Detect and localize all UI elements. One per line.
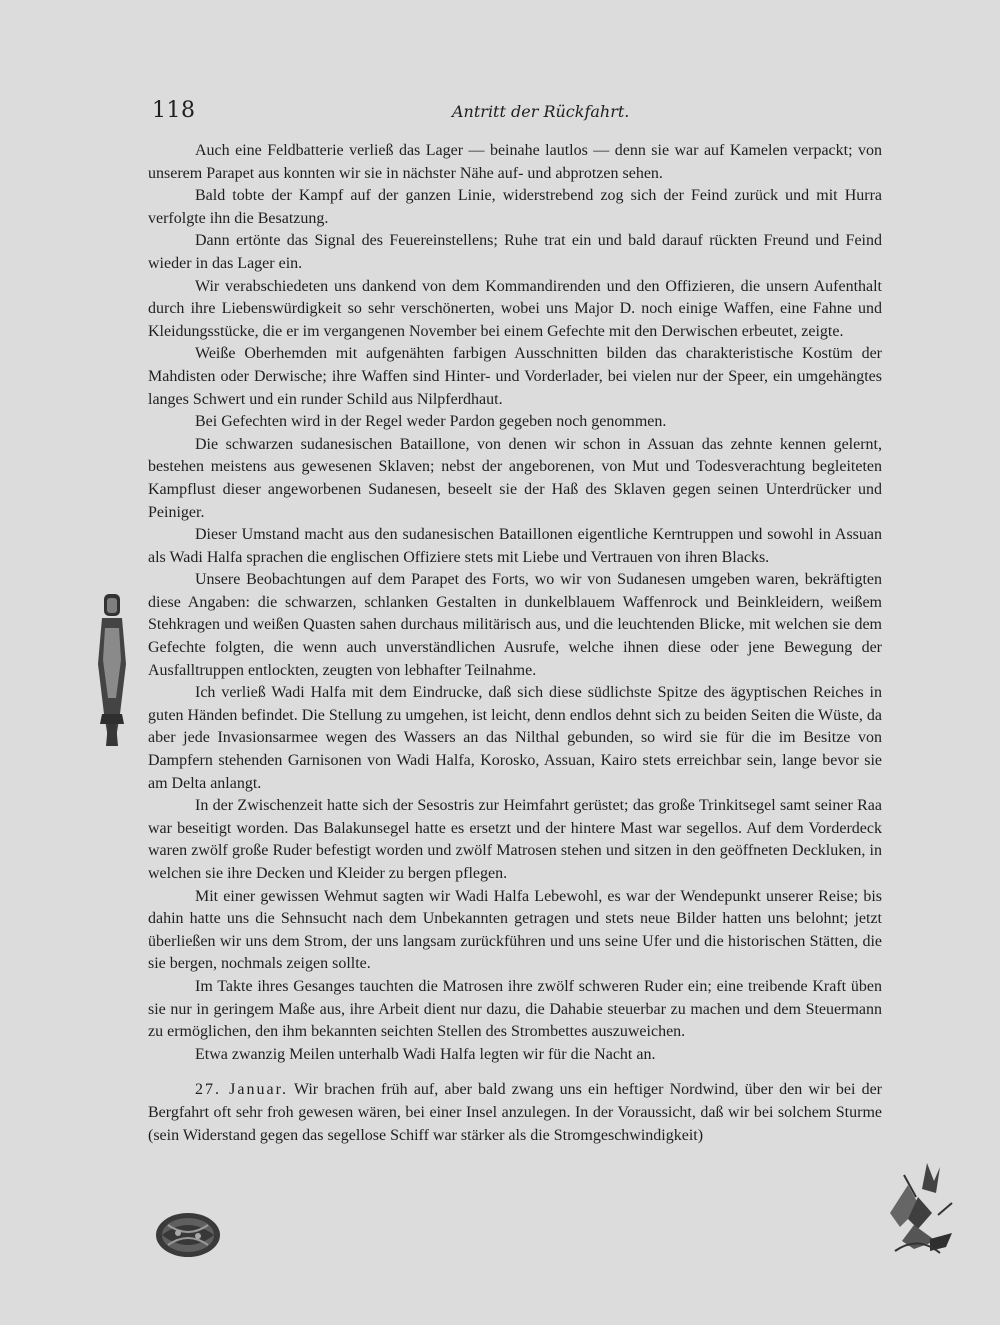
paragraph-14: Etwa zwanzig Meilen unterhalb Wadi Halfa legten wir für die Nacht an. — [195, 1045, 656, 1063]
paragraph-10: Ich verließ Wadi Halfa mit dem Eindrucke, daß sich diese südlichste Spitze des ägyptischen Reiches in guten Händen befindet. Die Stellung zu umgehen, ist leicht, denn endlos dehnt sich zu beiden Seiten die Wüste, da aber jede Invasionsarmee wegen des Wassers an das Nilthal gebunden, so wird sie für die im Besitze von Dampfern stehenden Garnisonen von Wadi Halfa, Korosko, Assuan, Kairo stets erreichbar sein, lange bevor sie am Delta anlangt. — [148, 684, 882, 792]
paragraph-6: Bei Gefechten wird in der Regel weder Pardon gegeben noch genommen. — [195, 413, 667, 431]
paragraph-13: Im Takte ihres Gesanges tauchten die Matrosen ihre zwölf schweren Ruder ein; eine treibende Kraft üben sie nur in geringem Maße aus, ihre Arbeit dient nur dazu, die Dahabie steuerbar zu machen und dem Steuermann zu ermöglichen, den ihm bekannten seichten Stellen des Strombettes auszuweichen. — [148, 977, 882, 1041]
entry-text: Wir brachen früh auf, aber bald zwang uns ein heftiger Nordwind, über den wir bei der Bergfahrt oft sehr froh gewesen wären, bei einer Insel anzulegen. In der Voraussicht, daß wir bei solchem Sturme (sein Widerstand gegen das segellose Schiff war stärker als die Stromgeschwindigkeit) — [148, 1081, 883, 1144]
insect-illustration — [880, 1155, 958, 1267]
paragraph-4: Wir verabschiedeten uns dankend von dem Kommandirenden und den Offizieren, die unsern Aufenthalt durch ihre Liebenswürdigkeit so sehr verschönerten, wobei uns Major D. noch einige Waffen, eine Fahne und Kleidungsstücke, die er im vergangenen November bei einem Gefechte mit den Derwischen erbeutet, zeigte. — [148, 277, 882, 340]
paragraph-5: Weiße Oberhemden mit aufgenähten farbigen Ausschnitten bilden das charakteristische Kostüm der Mahdisten oder Derwische; ihre Waffen sind Hinter- und Vorderlader, bei vielen nur der Speer, ein umgehängtes langes Schwert und ein runder Schild aus Nilpferdhaut. — [148, 345, 882, 408]
paragraph-8: Dieser Umstand macht aus den sudanesischen Bataillonen eigentliche Kerntruppen und sowohl in Assuan als Wadi Halfa sprachen die englischen Offiziere stets mit Liebe und Vertrauen von ihren Blacks. — [148, 526, 882, 566]
running-head: Antritt der Rückfahrt. — [452, 102, 630, 121]
paragraph-7: Die schwarzen sudanesischen Bataillone, von denen wir schon in Assuan das zehnte kennen gelernt, bestehen meistens aus gewesenen Sklaven; nebst der angeborenen, von Mut und Todesverachtung begleiteten Kampflust dieser angeworbenen Sudanesen, beseelt sie der Haß des Sklaven gegen seinen Unterdrücker und Peiniger. — [148, 435, 882, 521]
paragraph-9: Unsere Beobachtungen auf dem Parapet des Forts, wo wir von Sudanesen umgeben waren, bekräftigten diese Angaben: die schwarzen, schlanken Gestalten in dunkelblauem Waffenrock und Beinkleidern, weißem Stehkragen und weißen Quasten sahen durchaus militärisch aus, und die leuchtenden Blicke, mit welchen sie dem Gefechte folgten, die wenn auch unverständlichen Ausrufe, welche ihnen diese oder jene Bewegung der Ausfalltruppen entlockten, zeugten von lebhafter Teilnahme. — [148, 571, 882, 679]
paragraph-11: In der Zwischenzeit hatte sich der Sesostris zur Heimfahrt gerüstet; das große Trinkitsegel samt seiner Raa war beseitigt worden. Das Balakunsegel hatte es ersetzt und der hintere Mast war segellos. Auf dem Vorderdeck waren zwölf große Ruder befestigt worden und zwölf Matrosen stehen und sitzen in den geöffneten Decklukеn, in welchen sie ihre Decken und Kleider zu bergen pflegen. — [148, 797, 882, 882]
entry-date: 27. Januar. — [195, 1081, 289, 1099]
paragraph-3: Dann ertönte das Signal des Feuereinstellens; Ruhe trat ein und bald darauf rückten Freund und Feind wieder in das Lager ein. — [148, 232, 882, 272]
paragraph-2: Bald tobte der Kampf auf der ganzen Linie, widerstrebend zog sich der Feind zurück und mit Hurra verfolgte ihn die Besatzung. — [148, 187, 882, 227]
statuette-illustration — [90, 588, 134, 750]
paragraph-1: Auch eine Feldbatterie verließ das Lager — beinahe lautlos — denn sie war auf Kamelen verpackt; von unserem Parapet aus konnten wir sie in nächster Nähe auf- und abprotzen sehen. — [148, 142, 882, 182]
page-body — [148, 140, 882, 1147]
paragraph-12: Mit einer gewissen Wehmut sagten wir Wadi Halfa Lebewohl, es war der Wendepunkt unserer Reise; bis dahin hatte uns die Sehnsucht nach dem Unbekannten getragen und stets neue Bilder hatten uns belohnt; jetzt überließen wir uns dem Strom, der uns langsam zurückführen und uns seine Ufer und die historischen Stätten, die sie bergen, nochmals zeigen sollte. — [148, 887, 882, 973]
dated-entry — [148, 1079, 882, 1147]
scarab-illustration — [150, 1205, 225, 1263]
page-number: 118 — [152, 98, 196, 123]
